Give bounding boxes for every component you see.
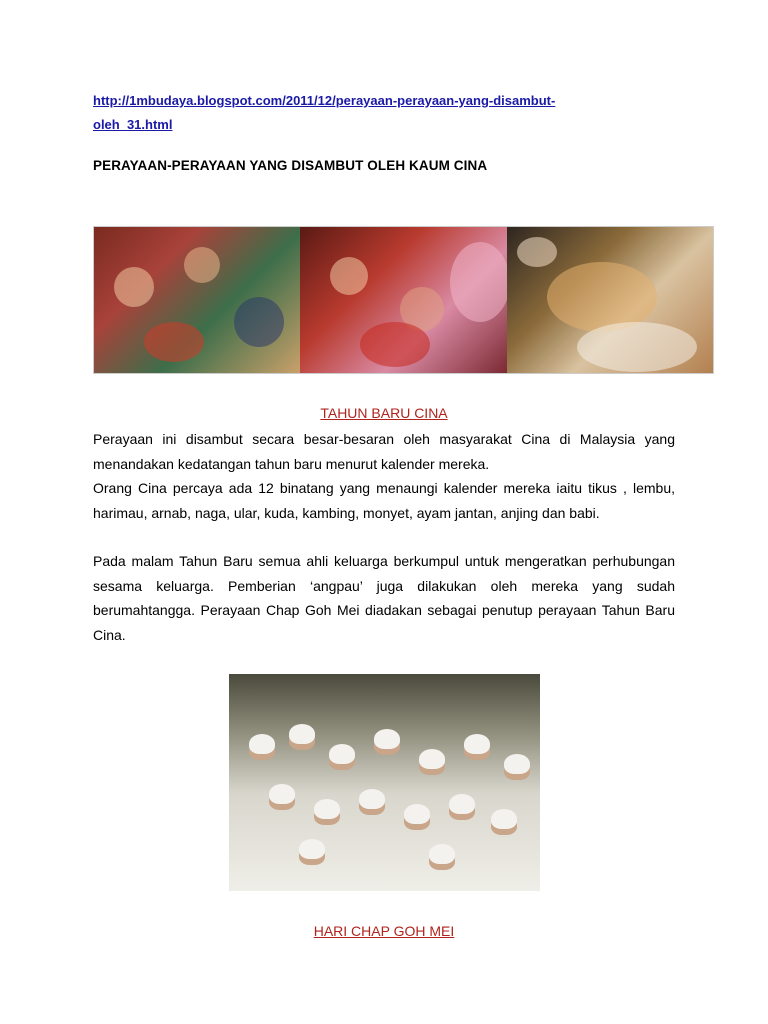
source-link[interactable] bbox=[93, 89, 613, 137]
family-gathering-photo bbox=[300, 227, 506, 373]
heading-tahun-baru-cina: TAHUN BARU CINA bbox=[320, 405, 448, 421]
chap-goh-mei-photo bbox=[229, 674, 540, 891]
page-title: PERAYAAN-PERAYAAN YANG DISAMBUT OLEH KAUM CINA bbox=[93, 158, 488, 173]
paragraph-intro: Perayaan ini disambut secara besar-besaran oleh masyarakat Cina di Malaysia yang menandakan kedatangan tahun baru menurut kalender mereka. bbox=[93, 431, 675, 472]
yee-sang-food-photo bbox=[507, 227, 713, 373]
banner-image bbox=[93, 226, 714, 374]
source-link-line2[interactable]: oleh_31.html bbox=[93, 117, 173, 132]
source-link-line1[interactable]: http://1mbudaya.blogspot.com/2011/12/perayaan-perayaan-yang-disambut- bbox=[93, 93, 556, 108]
paragraph-zodiac: Orang Cina percaya ada 12 binatang yang menaungi kalender mereka iaitu tikus , lembu, harimau, arnab, naga, ular, kuda, kambing, monyet, ayam jantan, anjing dan babi. bbox=[93, 480, 675, 521]
heading-hari-chap-goh-mei: HARI CHAP GOH MEI bbox=[313, 923, 455, 939]
paragraph-family: Pada malam Tahun Baru semua ahli keluarga berkumpul untuk mengeratkan perhubungan sesama keluarga. Pemberian ‘angpau’ juga dilakukan oleh mereka yang sudah berumahtangga. Perayaan Chap Goh Mei diadakan sebagai penutup perayaan Tahun Baru Cina. bbox=[93, 553, 675, 643]
family-dinner-photo bbox=[94, 227, 300, 373]
